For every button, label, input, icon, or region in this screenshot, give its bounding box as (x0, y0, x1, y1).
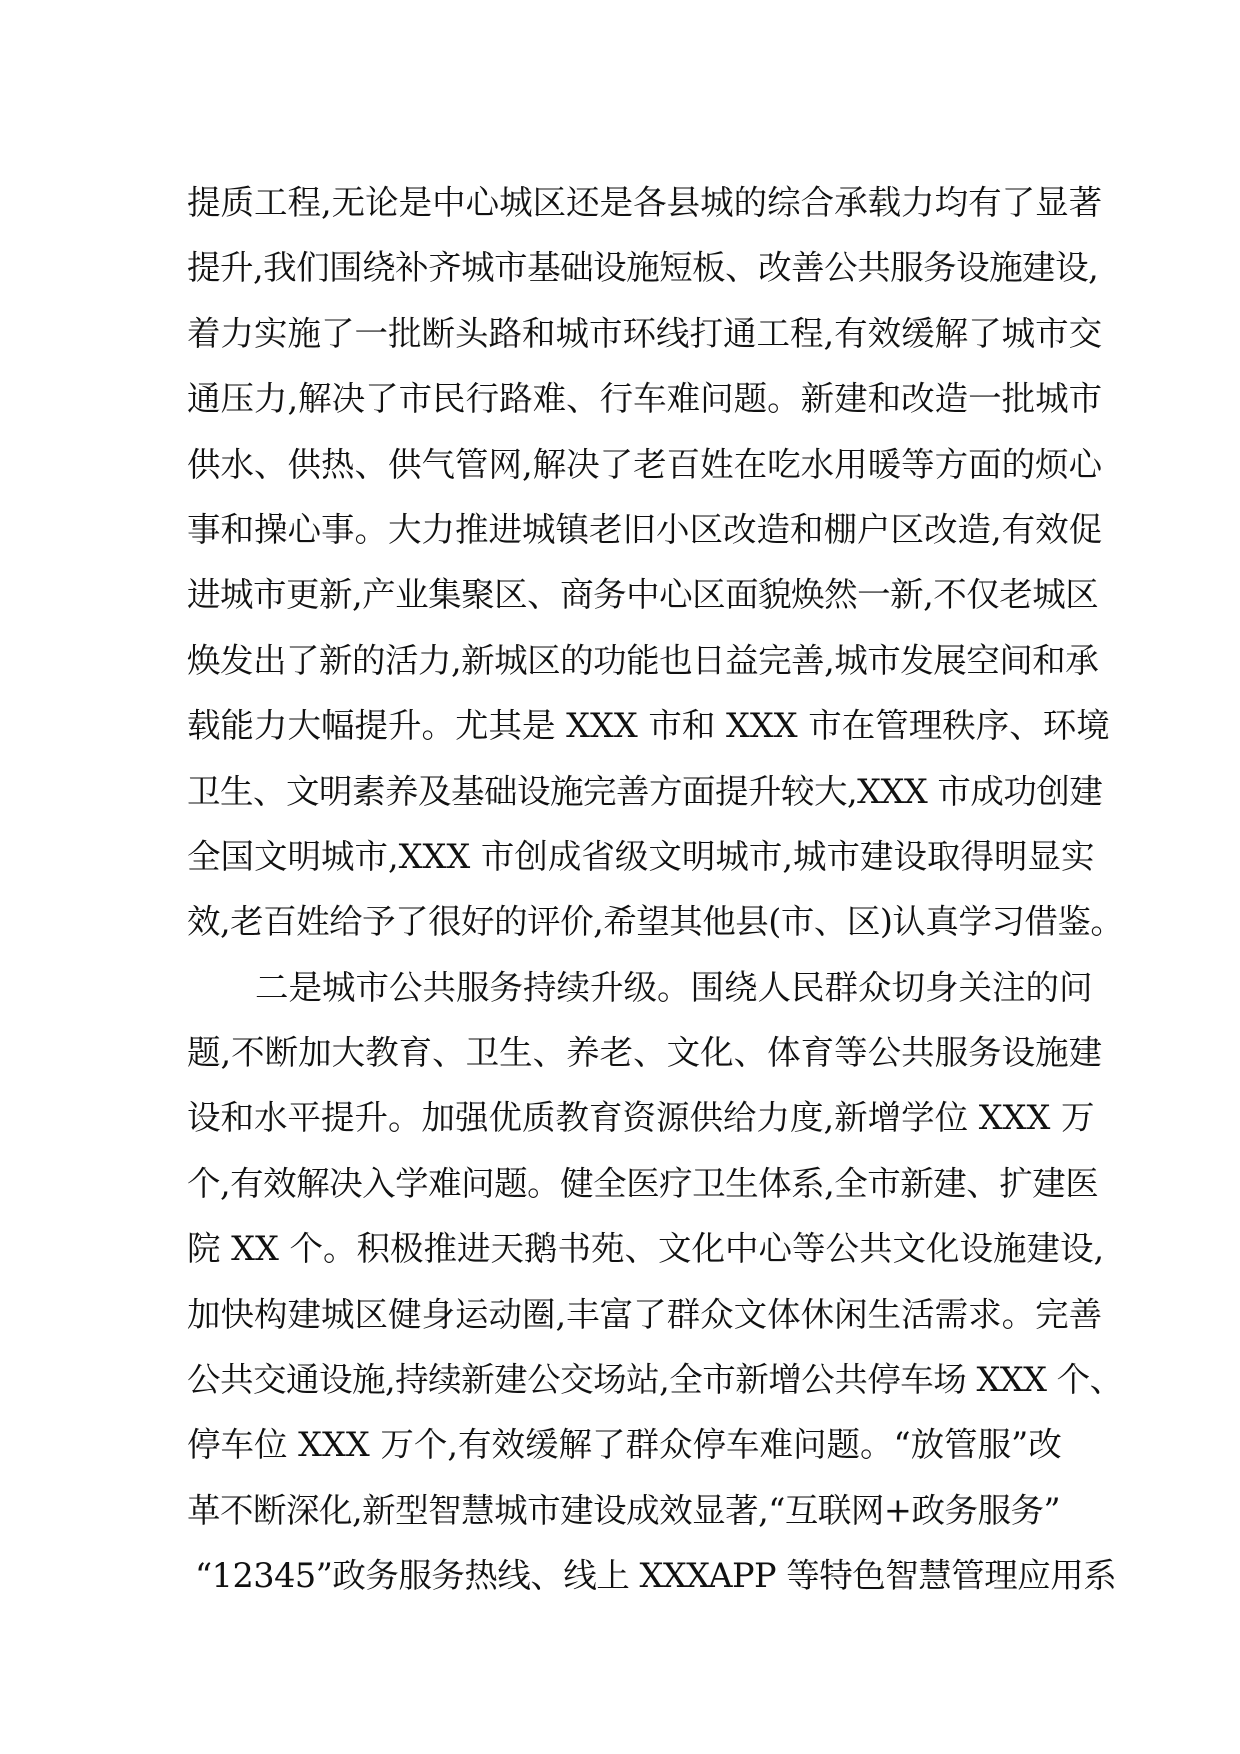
text-line: 个,有效解决入学难问题。健全医疗卫生体系,全市新建、扩建医 (187, 1163, 1099, 1203)
text-line: 载能力大幅提升。尤其是 XXX 市和 XXX 市在管理秩序、环境 (187, 706, 1110, 746)
text-line: 革不断深化,新型智慧城市建设成效显著,“互联网+政务服务” (187, 1490, 1061, 1530)
text-line: 进城市更新,产业集聚区、商务中心区面貌焕然一新,不仅老城区 (187, 575, 1099, 615)
text-line: 停车位 XXX 万个,有效缓解了群众停车难问题。“放管服”改 (187, 1425, 1062, 1465)
text-line: 供水、供热、供气管网,解决了老百姓在吃水用暖等方面的烦心 (187, 444, 1103, 484)
text-line: 加快构建城区健身运动圈,丰富了群众文体休闲生活需求。完善 (187, 1294, 1103, 1334)
paragraph-start-line: 二是城市公共服务持续升级。围绕人民群众切身关注的问 (255, 967, 1093, 1007)
text-line: 全国文明城市,XXX 市创成省级文明城市,城市建设取得明显实 (187, 836, 1095, 876)
text-line: 题,不断加大教育、卫生、养老、文化、体育等公共服务设施建 (187, 1033, 1103, 1073)
text-line: 提升,我们围绕补齐城市基础设施短板、改善公共服务设施建设, (187, 248, 1099, 288)
text-line: 院 XX 个。积极推进天鹅书苑、文化中心等公共文化设施建设, (187, 1229, 1105, 1269)
body-text (187, 170, 1124, 1609)
text-line: 效,老百姓给予了很好的评价,希望其他县(市、区)认真学习借鉴。 (187, 902, 1124, 942)
text-line: 提质工程,无论是中心城区还是各县城的综合承载力均有了显著 (187, 183, 1103, 222)
text-line: 事和操心事。大力推进城镇老旧小区改造和棚户区改造,有效促 (187, 509, 1103, 549)
text-line: 焕发出了新的活力,新城区的功能也日益完善,城市发展空间和承 (187, 640, 1099, 680)
text-line: 设和水平提升。加强优质教育资源供给力度,新增学位 XXX 万 (187, 1098, 1095, 1138)
text-line: 公共交通设施,持续新建公交场站,全市新增公共停车场 XXX 个、 (187, 1360, 1123, 1400)
text-line: “12345”政务服务热线、线上 XXXAPP 等特色智慧管理应用系 (195, 1556, 1117, 1596)
text-line: 通压力,解决了市民行路难、行车难问题。新建和改造一批城市 (187, 379, 1103, 419)
text-line: 卫生、文明素养及基础设施完善方面提升较大,XXX 市成功创建 (187, 771, 1103, 811)
text-line: 着力实施了一批断头路和城市环线打通工程,有效缓解了城市交 (187, 313, 1103, 353)
